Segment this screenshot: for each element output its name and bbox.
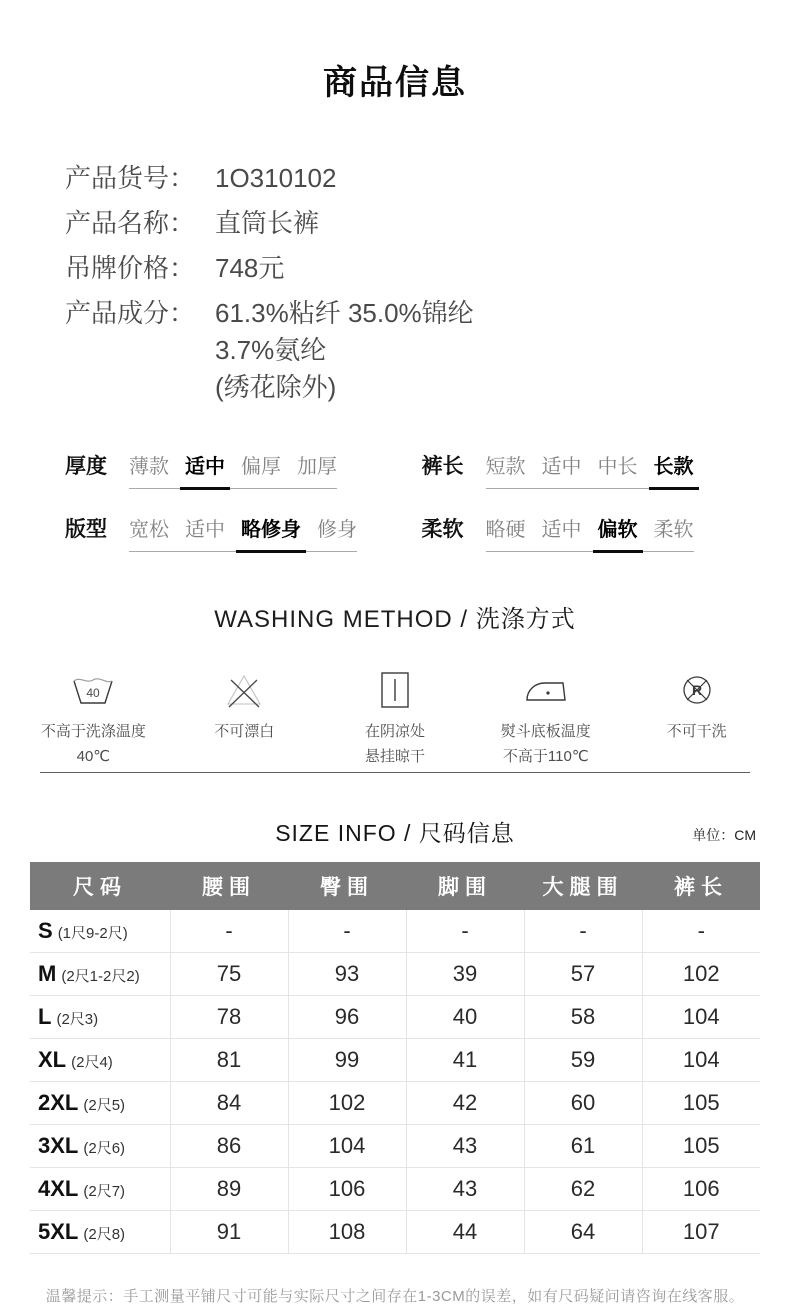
attr-thickness-label: 厚度 [65, 455, 107, 478]
svg-text:40: 40 [86, 686, 101, 700]
attr-fit [65, 516, 372, 552]
attr-option: 略硬 [485, 519, 526, 541]
attr-option-selected: 偏软 [598, 516, 638, 544]
attr-thickness-options [129, 453, 337, 489]
size-table [30, 862, 760, 1254]
cell-thigh: 64 [524, 1211, 642, 1254]
cell-waist: 89 [170, 1168, 288, 1211]
table-row [30, 1168, 760, 1211]
cell-waist: 81 [170, 1039, 288, 1082]
attr-option: 修身 [317, 519, 357, 541]
col-header-hip: 臀围 [288, 862, 406, 910]
section-divider [40, 772, 750, 773]
cell-hip: 108 [288, 1211, 406, 1254]
cell-length: - [642, 910, 760, 953]
washing-section-title: WASHING METHOD / 洗涤方式 [214, 606, 576, 633]
table-row [30, 1125, 760, 1168]
attr-option-selected: 略修身 [241, 516, 301, 544]
size-label: 3XL [38, 1133, 79, 1158]
no-bleach-icon [169, 668, 320, 712]
cell-waist: 78 [170, 996, 288, 1039]
col-header-thigh: 大腿围 [524, 862, 642, 910]
attr-fit-options [129, 516, 357, 552]
cell-hip: - [288, 910, 406, 953]
size-table-header-row [30, 862, 760, 910]
cell-length: 104 [642, 996, 760, 1039]
cell-leg-opening: 40 [406, 996, 524, 1039]
attr-pants-length [422, 453, 729, 489]
attr-thickness [65, 453, 372, 489]
cell-leg-opening: 43 [406, 1125, 524, 1168]
washing-caption: 在阴凉处 悬挂晾干 [364, 723, 425, 765]
cell-leg-opening: - [406, 910, 524, 953]
size-info-title: SIZE INFO / 尺码信息 [275, 820, 515, 846]
size-label: M [38, 961, 57, 986]
attr-fit-label: 版型 [65, 518, 107, 541]
product-info-section [65, 160, 790, 406]
attr-option: 薄款 [129, 456, 169, 478]
cell-thigh: 62 [524, 1168, 642, 1211]
size-note: (2尺4) [71, 1054, 113, 1071]
cell-waist: 91 [170, 1211, 288, 1254]
cell-length: 105 [642, 1082, 760, 1125]
col-header-size: 尺码 [30, 862, 170, 910]
washing-item-no-bleach [169, 668, 320, 769]
size-info-header [0, 817, 790, 849]
washing-item-max-40 [18, 668, 169, 769]
attr-option: 适中 [185, 519, 225, 541]
cell-waist: - [170, 910, 288, 953]
wash-40-icon [18, 668, 169, 712]
col-header-length: 裤长 [642, 862, 760, 910]
attr-softness-label: 柔软 [421, 518, 464, 541]
cell-leg-opening: 41 [406, 1039, 524, 1082]
cell-hip: 106 [288, 1168, 406, 1211]
size-label: XL [38, 1047, 67, 1072]
cell-waist: 75 [170, 953, 288, 996]
product-item-no-row [65, 160, 790, 196]
cell-thigh: 60 [524, 1082, 642, 1125]
table-row [30, 1039, 760, 1082]
composition-row [65, 295, 790, 406]
cell-leg-opening: 44 [406, 1211, 524, 1254]
cell-length: 102 [642, 953, 760, 996]
washing-item-iron-110 [470, 668, 621, 769]
attr-option: 适中 [541, 456, 582, 478]
composition-line: (绣花除外) [215, 372, 337, 402]
product-name-row [65, 205, 790, 241]
item-no-value: 1O310102 [215, 163, 337, 193]
cell-waist: 84 [170, 1082, 288, 1125]
cell-length: 106 [642, 1168, 760, 1211]
composition-line: 61.3%粘纤 35.0%锦纶 [215, 298, 474, 328]
washing-item-no-dry-clean [621, 668, 772, 769]
washing-caption: 不可干洗 [666, 723, 727, 740]
composition-line: 3.7%氨纶 [215, 335, 327, 365]
svg-text:R: R [691, 682, 702, 698]
attr-softness [422, 516, 729, 552]
page-title: 商品信息 [323, 64, 467, 102]
hang-dry-icon [320, 668, 471, 712]
size-note: (2尺3) [56, 1011, 99, 1028]
attr-option: 加厚 [297, 456, 337, 478]
attr-option: 偏厚 [241, 456, 281, 478]
cell-leg-opening: 42 [406, 1082, 524, 1125]
cell-hip: 96 [288, 996, 406, 1039]
size-note: (2尺1-2尺2) [61, 968, 140, 985]
cell-thigh: - [524, 910, 642, 953]
cell-thigh: 61 [524, 1125, 642, 1168]
cell-leg-opening: 43 [406, 1168, 524, 1211]
attr-option: 柔软 [653, 519, 694, 541]
product-name-label: 产品名称： [65, 208, 196, 238]
size-unit-label: 单位：CM [692, 827, 756, 843]
cell-thigh: 58 [524, 996, 642, 1039]
attr-pants-length-label: 裤长 [421, 455, 464, 478]
attr-option: 短款 [485, 456, 526, 478]
cell-hip: 102 [288, 1082, 406, 1125]
table-row [30, 953, 760, 996]
no-dry-clean-icon [621, 668, 772, 712]
table-row [30, 996, 760, 1039]
table-row [30, 910, 760, 953]
price-value: 748元 [215, 253, 285, 283]
cell-thigh: 59 [524, 1039, 642, 1082]
size-note: (2尺7) [83, 1183, 126, 1200]
footer-note: 温馨提示：手工测量平铺尺寸可能与实际尺寸之间存在1-3CM的误差，如有尺码疑问请咨询在线客服。 [45, 1288, 745, 1305]
size-label: 4XL [38, 1176, 79, 1201]
washing-caption: 不高于洗涤温度 40℃ [40, 723, 146, 765]
attr-option: 适中 [541, 519, 582, 541]
iron-icon [470, 668, 621, 712]
cell-thigh: 57 [524, 953, 642, 996]
composition-value [215, 295, 474, 406]
cell-waist: 86 [170, 1125, 288, 1168]
washing-caption: 熨斗底板温度 不高于110℃ [500, 723, 591, 765]
price-label: 吊牌价格： [65, 253, 196, 283]
attr-option-selected: 长款 [654, 453, 694, 481]
composition-label: 产品成分： [65, 298, 196, 328]
size-note: (1尺9-2尺) [57, 925, 128, 942]
cell-hip: 104 [288, 1125, 406, 1168]
size-label: 5XL [38, 1219, 79, 1244]
attr-option: 宽松 [129, 519, 169, 541]
size-label: S [38, 918, 53, 943]
table-row [30, 1211, 760, 1254]
attr-option-selected: 适中 [185, 453, 225, 481]
washing-icons-row [18, 668, 772, 769]
size-label: L [38, 1004, 52, 1029]
size-label: 2XL [38, 1090, 79, 1115]
product-name-value: 直筒长裤 [215, 208, 320, 238]
cell-length: 104 [642, 1039, 760, 1082]
price-row [65, 250, 790, 286]
attr-softness-options [486, 516, 694, 552]
col-header-waist: 腰围 [170, 862, 288, 910]
col-header-leg-opening: 脚围 [406, 862, 524, 910]
cell-hip: 93 [288, 953, 406, 996]
item-no-label: 产品货号： [65, 163, 196, 193]
attr-option: 中长 [597, 456, 638, 478]
cell-length: 105 [642, 1125, 760, 1168]
size-note: (2尺6) [83, 1140, 126, 1157]
size-note: (2尺5) [83, 1097, 126, 1114]
table-row [30, 1082, 760, 1125]
cell-leg-opening: 39 [406, 953, 524, 996]
washing-item-hang-dry [320, 668, 471, 769]
attribute-section [65, 453, 728, 552]
size-note: (2尺8) [83, 1226, 126, 1243]
cell-hip: 99 [288, 1039, 406, 1082]
attr-pants-length-options [486, 453, 694, 489]
cell-length: 107 [642, 1211, 760, 1254]
washing-caption: 不可漂白 [214, 723, 275, 740]
